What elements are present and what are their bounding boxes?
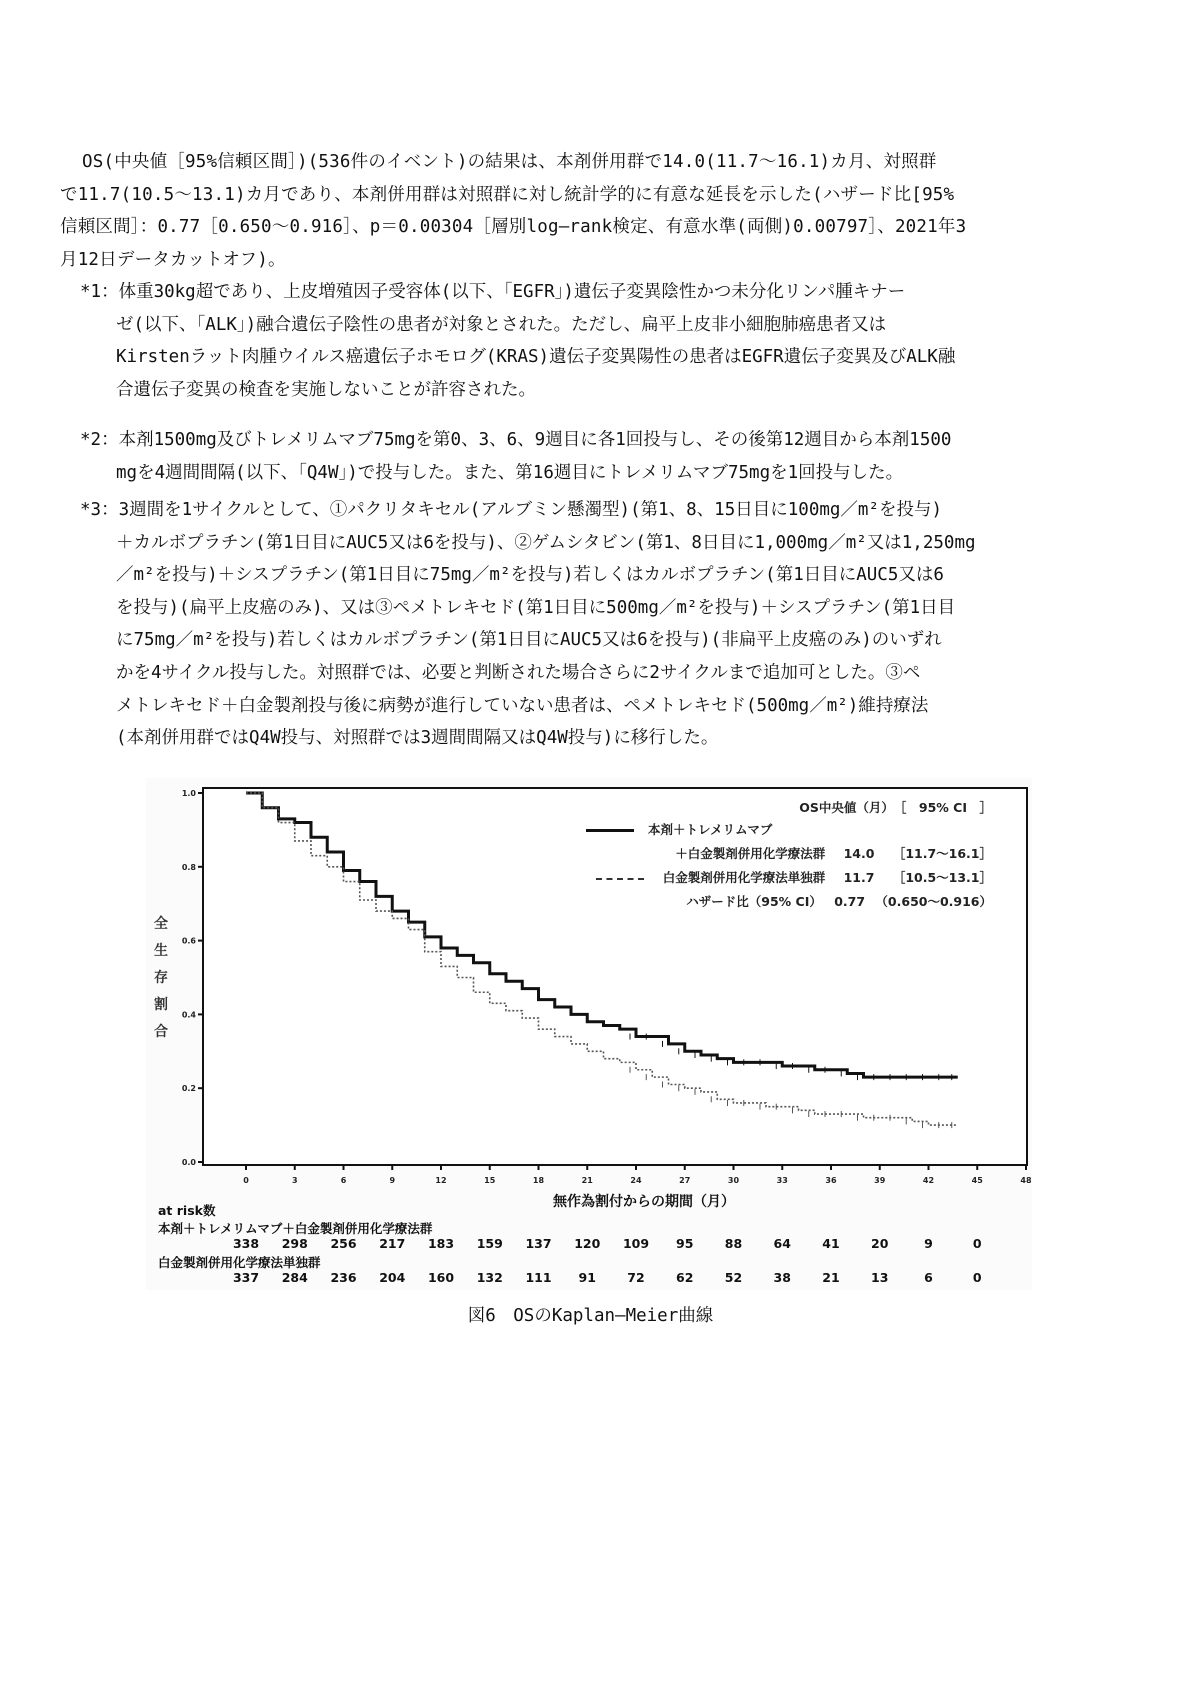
footnote-line: 3週間を1サイクルとして、①パクリタキセル(アルブミン懸濁型)(第1、8、15日目に100mg／m²を投与) [118,500,943,520]
y-axis-label-char: 生 [154,943,168,959]
at-risk-value: 91 [578,1270,596,1285]
at-risk-value: 88 [724,1236,743,1251]
at-risk-value: 337 [232,1270,260,1285]
at-risk-value: 236 [330,1270,357,1285]
x-tick-label: 12 [435,1176,447,1185]
at-risk-value: 338 [232,1236,260,1251]
at-risk-value: 159 [476,1236,503,1251]
at-risk-value: 256 [330,1236,357,1251]
hr-label: ハザード比（95% CI） [686,894,822,909]
x-tick-label: 42 [922,1176,935,1185]
at-risk-value: 0 [972,1270,982,1285]
at-risk-group-1-values [146,1236,1032,1254]
x-tick-label: 48 [1020,1176,1032,1185]
legend-entry-solid [586,820,772,838]
x-axis-label: 無作為割付からの期間（月） [553,1194,735,1210]
footnote-line: mgを4週間間隔(以下、「Q4W」)で投与した。また、第16週目にトレメリムマブ75mgを1回投与した。 [116,462,904,483]
at-risk-table [146,1193,1032,1293]
y-tick-label: 0.0 [181,1158,196,1167]
at-risk-value: 64 [773,1236,791,1251]
solid-line-swatch [586,829,634,832]
legend-header: OS中央値（月） ［ 95% CI ］ [799,800,992,815]
at-risk-value: 20 [871,1236,889,1251]
at-risk-title: at risk数 [158,1203,216,1218]
footnote-marker: *2： [80,430,119,450]
at-risk-value: 6 [924,1270,933,1285]
legend-hazard-ratio [686,892,992,910]
at-risk-value: 21 [822,1270,840,1285]
paragraph-line: 月12日データカットオフ)。 [60,249,286,270]
footnote-line: 合遺伝子変異の検査を実施しないことが許容された。 [116,379,536,400]
x-tick-label: 30 [727,1176,740,1185]
paragraph-line: で11.7(10.5～13.1)カ月であり、本剤併用群は対照群に対し統計学的に有意な延長を示した(ハザード比[95% [60,184,955,205]
footnote-1 [80,276,1125,406]
legend-label: 本剤＋トレメリムマブ [648,822,773,837]
legend-median: 11.7 [843,870,875,885]
footnote-line: ゼ(以下、「ALK」)融合遺伝子陰性の患者が対象とされた。ただし、扁平上皮非小細胞肺癌患者又は [116,314,887,335]
dashed-line-swatch [596,878,644,880]
at-risk-value: 13 [871,1270,889,1285]
y-tick-label: 0.2 [181,1084,196,1094]
paragraph-line: OS(中央値［95%信頼区間］)(536件のイベント)の結果は、本剤併用群で14.0(11.7～16.1)カ月、対照群 [82,152,937,172]
at-risk-value: 120 [574,1236,601,1251]
at-risk-group-2-label: 白金製剤併用化学療法単独群 [158,1255,321,1270]
y-tick-label: 0.4 [181,1010,196,1020]
paragraph-line: 信頼区間］：0.77［0.650～0.916］、p＝0.00304［層別log―rank検定、有意水準(両側)0.00797］、2021年3 [60,217,967,238]
x-tick-label: 6 [340,1176,347,1185]
footnote-line: ／m²を投与)＋シスプラチン(第1日目に75mg／m²を投与)若しくはカルボプラチン(第1日目にAUC5又は6 [116,565,944,586]
x-tick-label: 3 [291,1176,298,1185]
x-tick-label: 39 [874,1176,886,1185]
legend-ci: ［10.5～13.1］ [892,870,992,885]
at-risk-value: 284 [281,1270,308,1285]
x-tick-label: 0 [243,1176,249,1185]
legend-entry-dashed [596,868,992,886]
footnote-marker: *1： [80,282,119,302]
footnote-line: 本剤1500mg及びトレメリムマブ75mgを第0、3、6、9週目に各1回投与し、その後第12週目から本剤1500 [118,430,952,450]
hr-value: 0.77 [834,894,866,909]
at-risk-value: 298 [281,1236,308,1251]
x-tick-label: 36 [825,1176,837,1185]
legend-entry-solid-line2 [675,844,992,862]
legend-label: 白金製剤併用化学療法単独群 [662,870,826,885]
figure-caption: 図6 OSのKaplan―Meier曲線 [467,1306,714,1326]
footnote-line: (本剤併用群ではQ4W投与、対照群では3週間間隔又はQ4W投与)に移行した。 [116,728,719,749]
footnote-line: かを4サイクル投与した。対照群では、必要と判断された場合さらに2サイクルまで追加可とした。③ペ [116,662,921,683]
legend-median: 14.0 [843,846,875,861]
footnote-marker: *3： [80,500,119,520]
results-paragraph [60,146,1125,276]
y-axis-label-char: 存 [154,970,168,986]
at-risk-value: 9 [924,1236,933,1251]
footnote-3 [80,494,1125,755]
at-risk-value: 38 [773,1270,791,1285]
at-risk-value: 137 [525,1236,552,1251]
x-tick-label: 45 [971,1176,983,1185]
x-tick-label: 24 [630,1176,642,1185]
at-risk-value: 72 [627,1270,645,1285]
y-tick-label: 1.0 [181,789,196,798]
x-tick-label: 18 [532,1176,545,1185]
legend-label: ＋白金製剤併用化学療法群 [675,846,826,861]
x-tick-label: 27 [679,1176,691,1185]
footnote-line: に75mg／m²を投与)若しくはカルボプラチン(第1日目にAUC5又は6を投与)(非扁平上皮癌のみ)のいずれ [116,630,942,651]
at-risk-value: 183 [427,1236,455,1251]
x-tick-label: 33 [776,1176,788,1185]
hr-ci: （0.650～0.916） [875,894,992,909]
at-risk-value: 160 [427,1270,455,1285]
y-tick-label: 0.6 [181,936,196,946]
x-tick-label: 15 [484,1176,496,1185]
y-axis-label-char: 合 [154,1024,168,1040]
at-risk-group-1-label: 本剤＋トレメリムマブ＋白金製剤併用化学療法群 [158,1221,433,1236]
footnote-2 [80,424,1125,489]
at-risk-value: 111 [525,1270,552,1285]
x-tick-label: 9 [389,1176,396,1185]
y-axis-label-char: 割 [154,997,168,1013]
footnote-line: ＋カルボプラチン(第1日目にAUC5又は6を投与)、②ゲムシタビン(第1、8日目に1,000mg／m²又は1,250mg [116,532,976,553]
footnote-line: 体重30kg超であり、上皮増殖因子受容体(以下、「EGFR」)遺伝子変異陰性かつ未分化リンパ腫キナー [118,282,906,302]
footnote-line: メトレキセド＋白金製剤投与後に病勢が進行していない患者は、ペメトレキセド(500mg／m²)維持療法 [116,695,929,716]
footnote-line: Kirstenラット肉腫ウイルス癌遺伝子ホモログ(KRAS)遺伝子変異陽性の患者はEGFR遺伝子変異及びALK融 [116,347,956,368]
at-risk-value: 132 [476,1270,503,1285]
at-risk-value: 109 [622,1236,650,1251]
y-axis-label-char: 全 [154,916,168,932]
at-risk-value: 0 [972,1236,982,1251]
at-risk-value: 217 [379,1236,406,1251]
at-risk-value: 95 [676,1236,694,1251]
y-tick-label: 0.8 [181,862,196,872]
legend-ci: ［11.7～16.1］ [892,846,992,861]
kaplan-meier-chart [146,778,1032,1290]
at-risk-group-2-values [146,1270,1032,1288]
at-risk-value: 204 [379,1270,406,1285]
x-tick-label: 21 [581,1176,593,1185]
at-risk-value: 52 [724,1270,743,1285]
footnote-line: を投与)(扁平上皮癌のみ)、又は③ペメトレキセド(第1日目に500mg／m²を投与)＋シスプラチン(第1日目 [116,597,956,618]
at-risk-value: 41 [822,1236,840,1251]
at-risk-value: 62 [676,1270,694,1285]
